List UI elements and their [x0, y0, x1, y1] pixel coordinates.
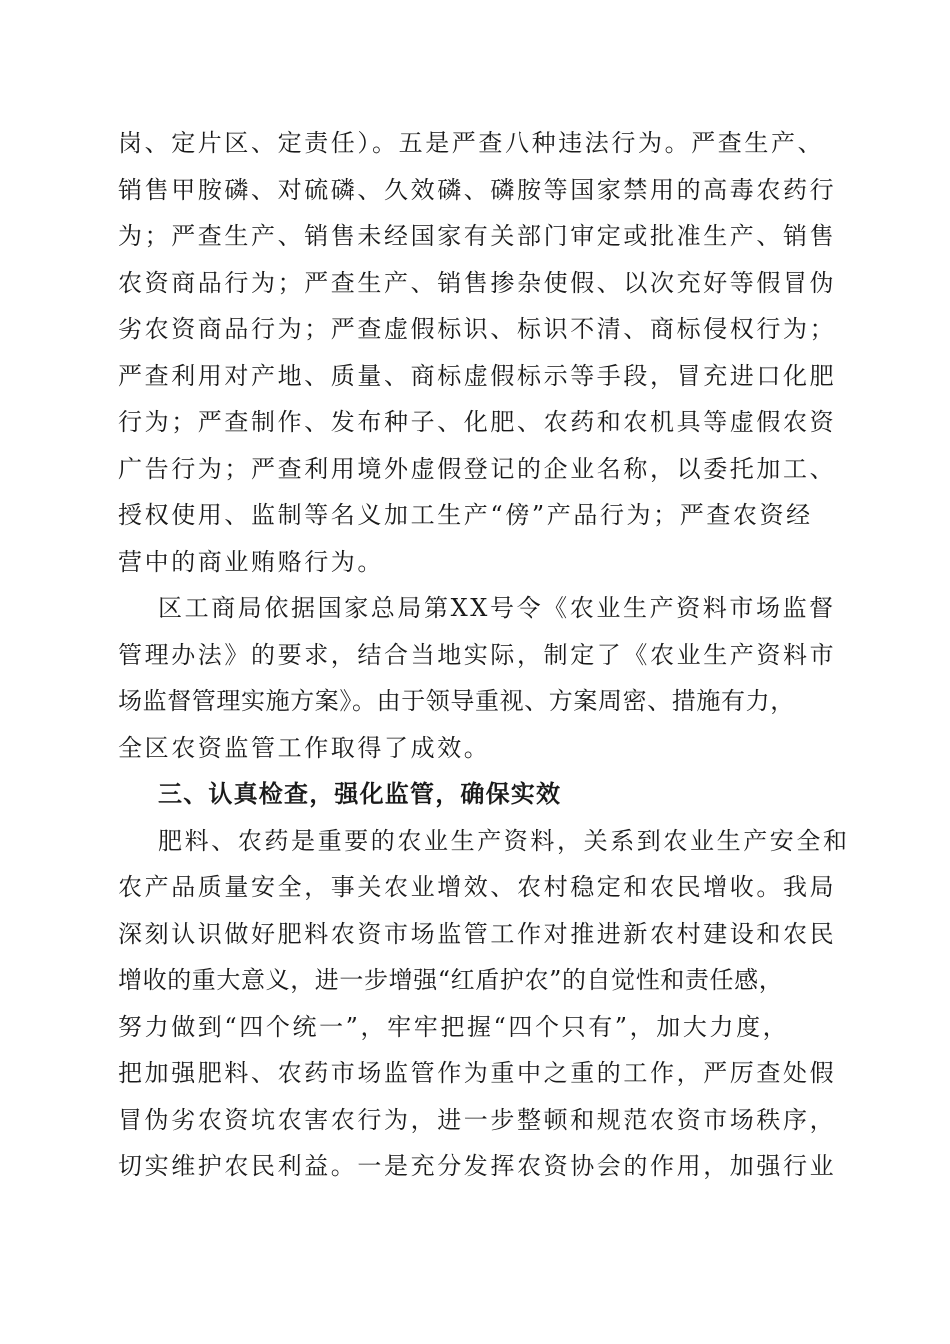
paragraph-implementation-plan [118, 585, 837, 771]
text-line: 授权使用、监制等名义加工生产“傍”产品行为；严查农资经 [118, 501, 813, 529]
text-line: 农资商品行为；严查生产、销售掺杂使假、以次充好等假冒伪 [118, 268, 837, 297]
text-line: 为；严查生产、销售未经国家有关部门审定或批准生产、销售 [118, 222, 837, 250]
text-line: 销售甲胺磷、对硫磷、久效磷、磷胺等国家禁用的高毒农药行 [118, 175, 837, 204]
text-line: 全区农资监管工作取得了成效。 [118, 733, 491, 762]
text-line: 场监督管理实施方案》。由于领导重视、方案周密、措施有力， [118, 687, 795, 715]
text-line: 农产品质量安全，事关农业增效、农村稳定和农民增收。我局 [118, 873, 837, 901]
paragraph-fertilizer-supervision [118, 818, 850, 1190]
section-heading-text: 三、认真检查，强化监管，确保实效 [158, 780, 562, 808]
text-line: 努力做到“四个统一”，牢牢把握“四个只有”，加大力度， [118, 1012, 790, 1041]
text-line: 营中的商业贿赂行为。 [118, 547, 384, 576]
text-line: 深刻认识做好肥料农资市场监管工作对推进新农村建设和农民 [118, 919, 837, 948]
text-line: 广告行为；严查利用境外虚假登记的企业名称，以委托加工、 [118, 454, 837, 483]
text-line: 冒伪劣农资坑农害农行为，进一步整顿和规范农资市场秩序， [118, 1105, 837, 1134]
text-line: 增收的重大意义，进一步增强“红盾护农”的自觉性和责任感， [118, 966, 784, 994]
text-line: 把加强肥料、农药市场监管作为重中之重的工作，严厉查处假 [118, 1059, 837, 1087]
document-body [118, 120, 850, 1190]
text-line: 严查利用对产地、质量、商标虚假标示等手段，冒充进口化肥 [118, 361, 837, 390]
text-line: 区工商局依据国家总局第XX号令《农业生产资料市场监督 [158, 594, 836, 622]
text-line: 岗、定片区、定责任）。五是严查八种违法行为。严查生产、 [118, 129, 825, 157]
text-line: 行为；严查制作、发布种子、化肥、农药和农机具等虚假农资 [118, 408, 837, 436]
text-line: 管理办法》的要求，结合当地实际，制定了《农业生产资料市 [118, 640, 837, 669]
paragraph-prohibited-acts [118, 120, 837, 585]
text-line: 肥料、农药是重要的农业生产资料，关系到农业生产安全和 [158, 826, 850, 855]
text-line: 劣农资商品行为；严查虚假标识、标识不清、商标侵权行为； [118, 315, 837, 343]
section-heading [118, 771, 834, 818]
text-line: 切实维护农民利益。一是充分发挥农资协会的作用，加强行业 [118, 1152, 837, 1180]
